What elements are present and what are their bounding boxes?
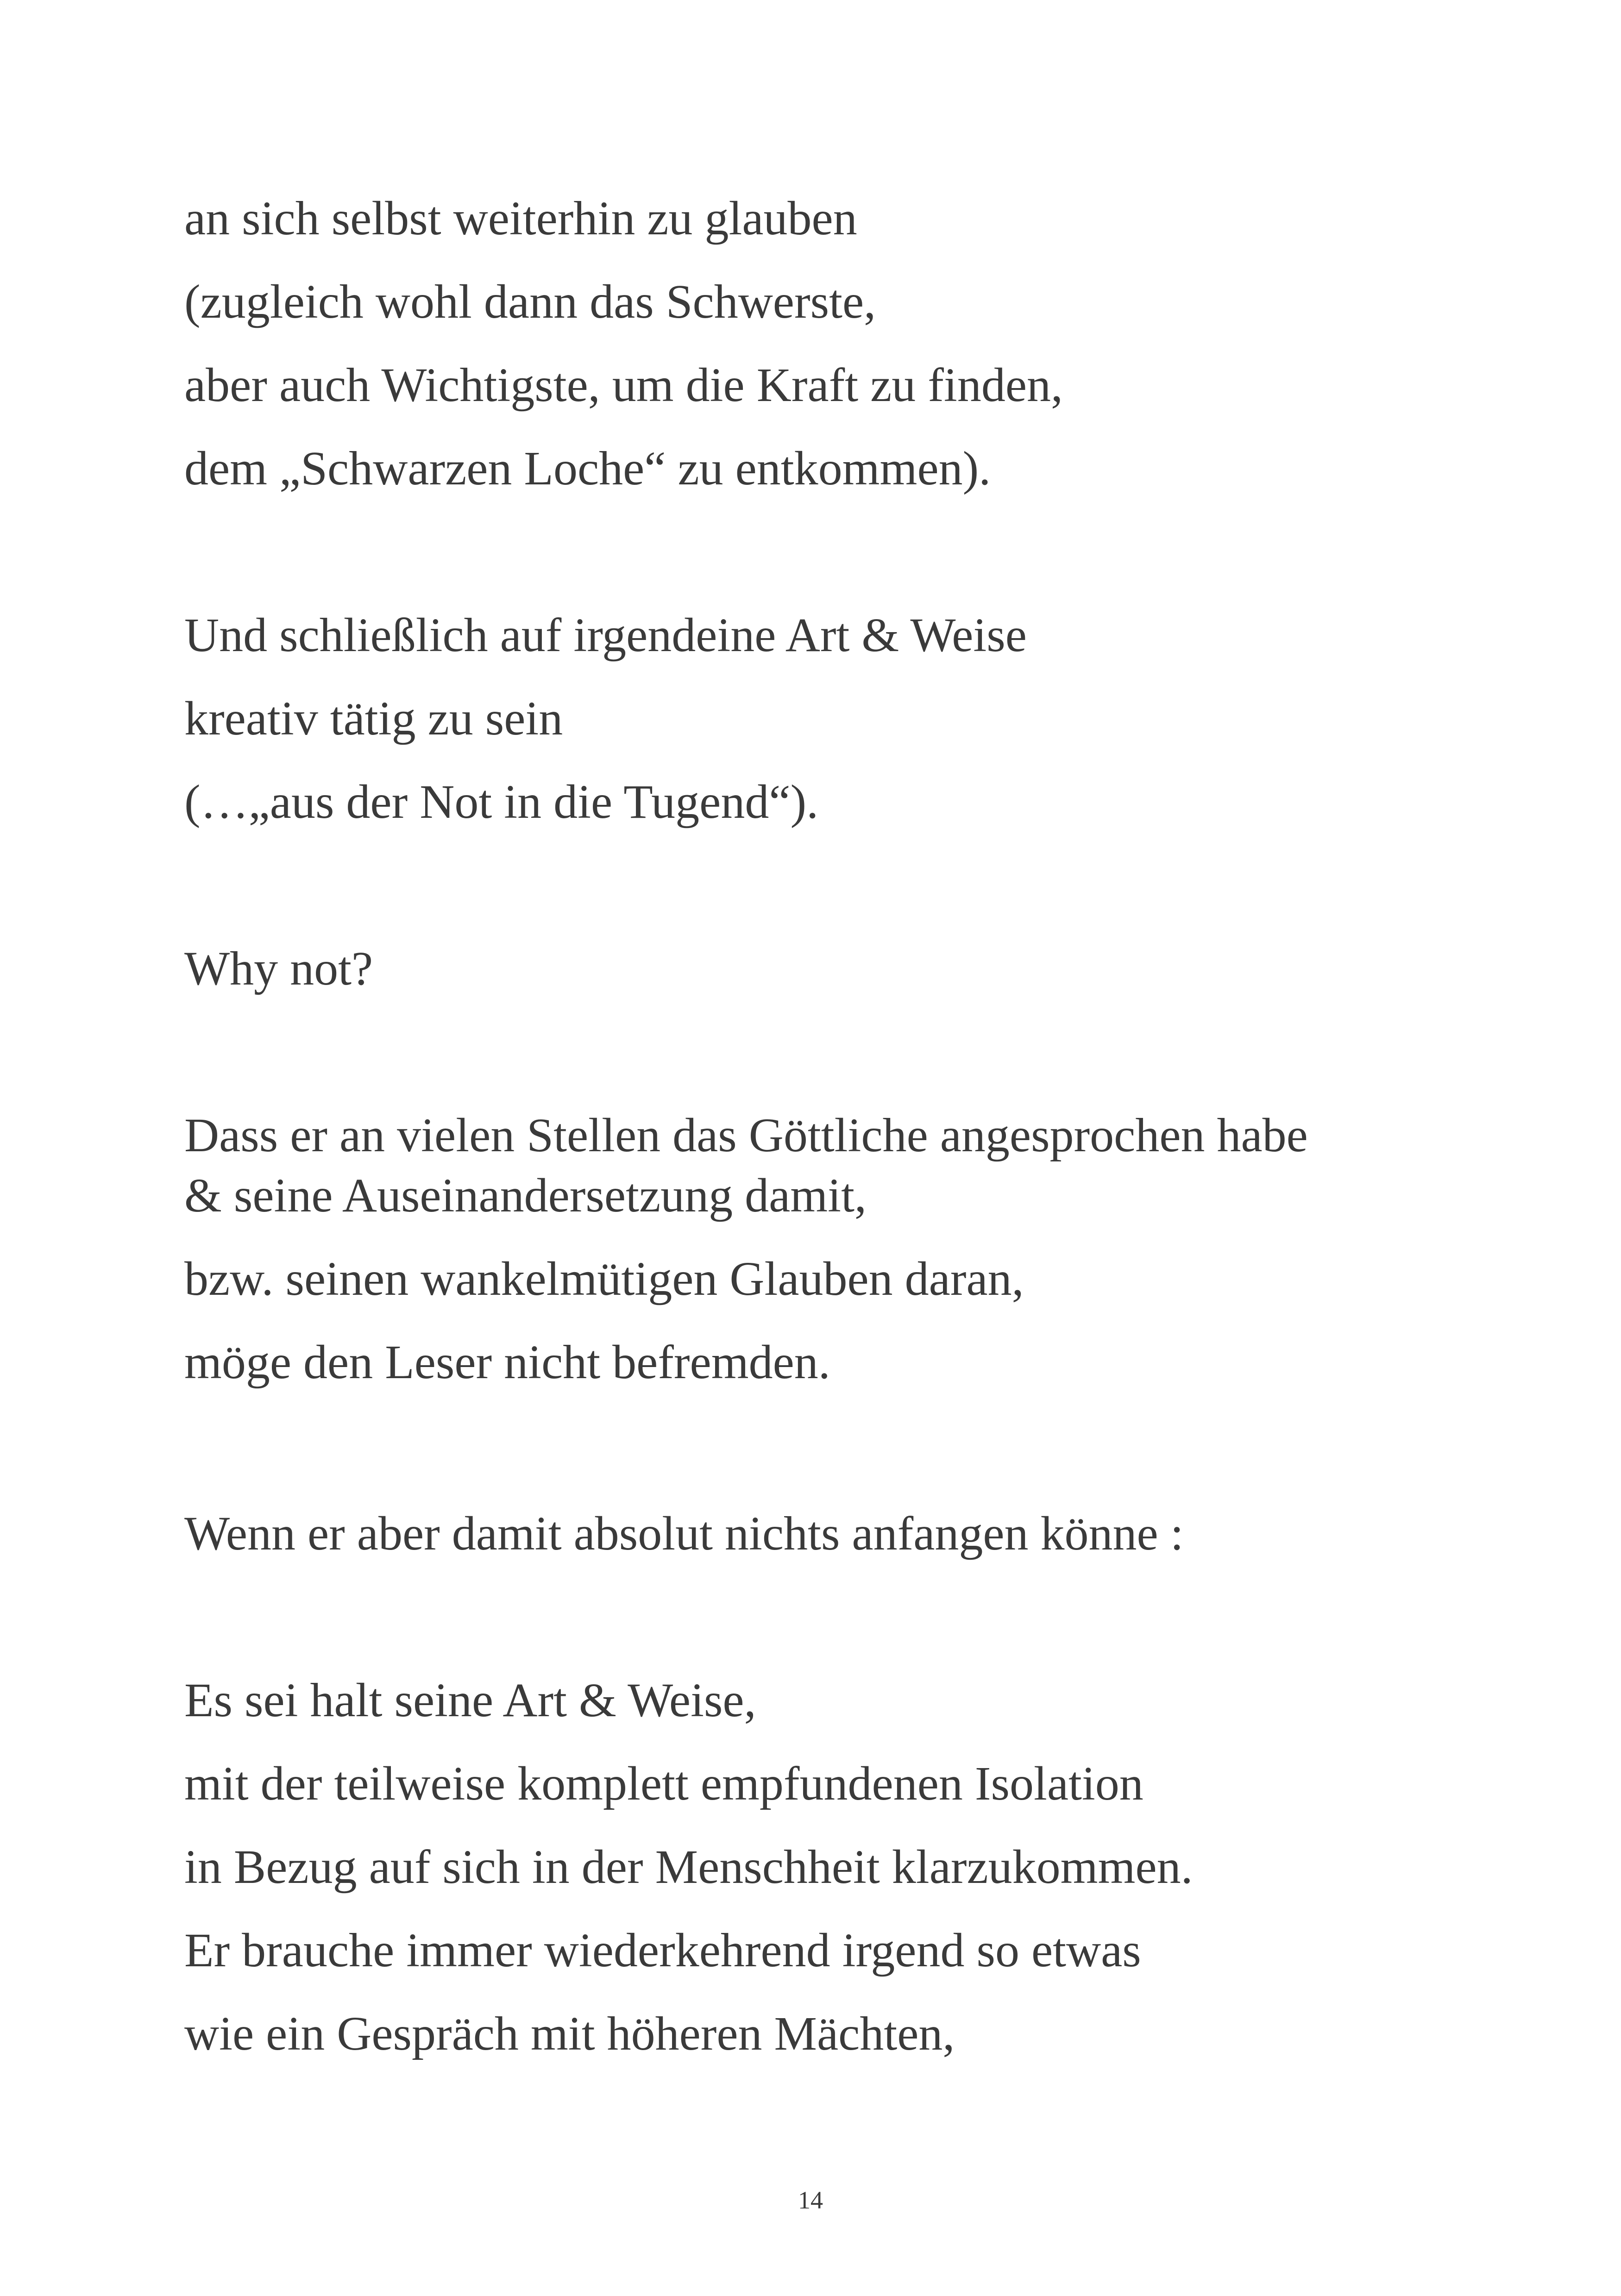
text-line: in Bezug auf sich in der Menschheit klarzukommen.: [184, 1840, 1193, 1894]
text-line: Er brauche immer wiederkehrend irgend so etwas: [184, 1924, 1141, 1977]
text-line: (zugleich wohl dann das Schwerste,: [184, 275, 876, 328]
text-line: & seine Auseinandersetzung damit,: [184, 1169, 867, 1222]
text-line: Why not?: [184, 942, 373, 995]
text-line: (…„aus der Not in die Tugend“).: [184, 775, 819, 828]
text-line: Es sei halt seine Art & Weise,: [184, 1674, 756, 1727]
text-line: aber auch Wichtigste, um die Kraft zu finden,: [184, 358, 1063, 412]
page-number: 14: [798, 2186, 823, 2214]
text-line: Und schließlich auf irgendeine Art & Weise: [184, 609, 1027, 662]
text-line: dem „Schwarzen Loche“ zu entkommen).: [184, 442, 991, 495]
text-line: wie ein Gespräch mit höheren Mächten,: [184, 2007, 955, 2060]
text-line: Dass er an vielen Stellen das Göttliche angesprochen habe: [184, 1109, 1308, 1162]
text-line: mit der teilweise komplett empfundenen Isolation: [184, 1757, 1143, 1810]
text-line: an sich selbst weiterhin zu glauben: [184, 192, 857, 245]
text-line: bzw. seinen wankelmütigen Glauben daran,: [184, 1252, 1024, 1305]
text-line: kreativ tätig zu sein: [184, 692, 563, 745]
text-line: möge den Leser nicht befremden.: [184, 1336, 830, 1389]
text-line: Wenn er aber damit absolut nichts anfangen könne :: [184, 1507, 1184, 1560]
